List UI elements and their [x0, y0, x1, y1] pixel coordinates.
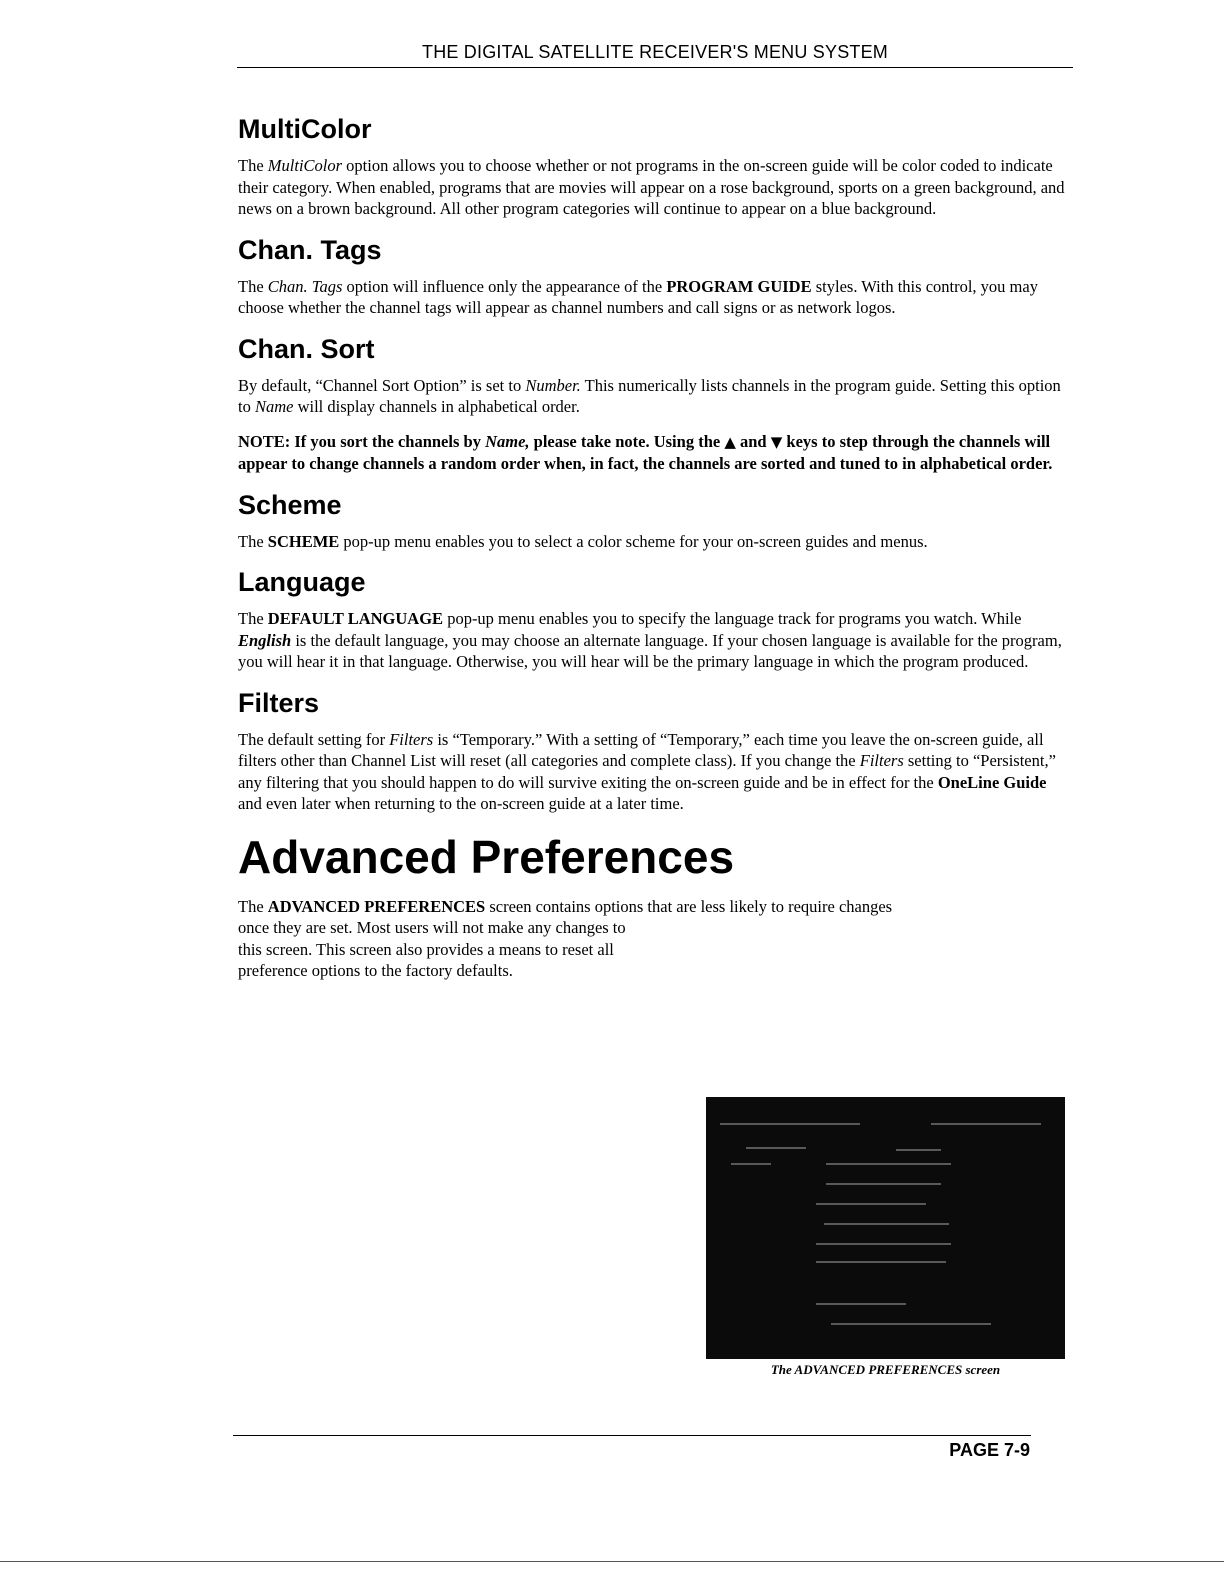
screen-text-line: [746, 1147, 806, 1149]
running-head: THE DIGITAL SATELLITE RECEIVER'S MENU SYSTEM: [422, 42, 888, 62]
emphasis: Chan. Tags: [267, 276, 343, 296]
heading-multicolor: MultiColor: [238, 114, 372, 144]
screen-text-line: [831, 1323, 991, 1325]
text: styles. With this control, you may choose whether the channel tags will appear as channel numbers and call signs or as network logos.: [238, 276, 1038, 317]
paragraph-filters: [238, 729, 1068, 815]
text: NOTE: If you sort the channels by: [238, 431, 486, 451]
strong-text: OneLine Guide: [937, 772, 1047, 792]
emphasis: Filters: [389, 729, 434, 749]
screen-text-line: [731, 1163, 771, 1165]
channel-down-key-icon: ▼: [770, 432, 783, 451]
screen-text-line: [826, 1163, 951, 1165]
scan-edge-line: [0, 1561, 1224, 1562]
screen-text-line: [816, 1261, 946, 1263]
text: keys to step through the channels will appear to change channels a random order when, in fact, the channels are sorted and tuned to in alphabetical order.: [238, 431, 1053, 473]
heading-language: Language: [238, 567, 366, 597]
screen-text-line: [720, 1123, 860, 1125]
text: is “Temporary.” With a setting of “Temporary,” each time you leave the on-screen guide, all filters other than Channel List will reset (all categories and complete class). If you change the: [238, 729, 1044, 770]
section-scheme: [238, 488, 1068, 553]
screen-text-line: [931, 1123, 1041, 1125]
page-number: PAGE 7-9: [949, 1440, 1030, 1460]
screen-text-line: [816, 1303, 906, 1305]
emphasis: English: [238, 630, 292, 650]
text: The: [238, 156, 268, 175]
text: The: [238, 531, 268, 551]
footer-rule: [233, 1435, 1031, 1436]
figure-caption: The ADVANCED PREFERENCES screen: [770, 1362, 1001, 1377]
text: pop-up menu enables you to select a color scheme for your on-screen guides and menus.: [339, 531, 928, 551]
emphasis: Name: [254, 397, 294, 416]
screen-text-line: [896, 1149, 941, 1151]
text: setting to “Persistent,” any filtering that you should happen to do will survive exiting the on-screen guide and be in effect for the: [238, 751, 1056, 792]
text: This numerically lists channels in the program guide. Setting this option to: [238, 375, 1061, 416]
paragraph-multicolor: [238, 155, 1068, 220]
section-language: [238, 565, 1068, 673]
screen-text-line: [824, 1223, 949, 1225]
paragraph-language: [238, 608, 1068, 673]
section-filters: [238, 686, 1068, 815]
heading-filters: Filters: [238, 687, 320, 718]
screen-text-line: [816, 1243, 951, 1245]
text: The: [238, 896, 268, 916]
strong-text: SCHEME: [267, 531, 340, 551]
paragraph-scheme: [238, 531, 1068, 553]
heading-chan-tags: Chan. Tags: [238, 234, 382, 265]
text: please take note. Using the: [529, 431, 725, 451]
paragraph-chan-tags: [238, 276, 1068, 319]
heading-chan-sort: Chan. Sort: [238, 333, 375, 364]
note-chan-sort: [238, 431, 1068, 475]
text: option will influence only the appearance of the: [342, 276, 667, 296]
strong-text: PROGRAM GUIDE: [666, 276, 812, 296]
screen-text-line: [816, 1203, 926, 1205]
text: screen contains options that are less likely to require changes: [485, 896, 893, 916]
text: The: [238, 276, 268, 296]
text: The default setting for: [238, 729, 390, 749]
text: pop-up menu enables you to specify the language track for programs you watch. While: [443, 609, 1022, 628]
text: and: [735, 431, 771, 451]
screen-text-line: [826, 1183, 941, 1185]
strong-text: ADVANCED PREFERENCES: [267, 896, 486, 916]
section-multicolor: [238, 112, 1068, 220]
text: option allows you to choose whether or not programs in the on-screen guide will be color coded to indicate their category. When enabled, programs that are movies will appear on a rose background, sports on a green background, and news on a brown background. All other program categories will continue to appear on a blue background.: [238, 156, 1065, 218]
paragraph-advanced-detail: once they are set. Most users will not make any changes to this screen. This screen also provides a means to reset all preference options to the factory defaults.: [238, 918, 626, 980]
text: By default, “Channel Sort Option” is set to: [238, 375, 526, 395]
emphasis: Number.: [525, 375, 581, 395]
emphasis: Filters: [859, 751, 904, 770]
text: will display channels in alphabetical order.: [293, 397, 580, 416]
text: The: [238, 609, 268, 628]
emphasis: MultiColor: [267, 156, 343, 175]
text: and even later when returning to the on-screen guide at a later time.: [238, 794, 684, 813]
advanced-preferences-screenshot: [706, 1097, 1065, 1359]
header-rule: [237, 67, 1073, 68]
section-chan-sort: [238, 332, 1068, 475]
strong-text: DEFAULT LANGUAGE: [267, 609, 444, 628]
paragraph-chan-sort: [238, 375, 1068, 418]
heading-scheme: Scheme: [238, 489, 342, 520]
heading-advanced-preferences: Advanced Preferences: [238, 830, 735, 883]
emphasis: Name,: [485, 431, 530, 451]
paragraph-advanced-intro: [238, 896, 1068, 918]
section-chan-tags: [238, 233, 1068, 319]
text: is the default language, you may choose an alternate language. If your chosen language is available for the program, you will hear it in that language. Otherwise, you will hear will be the primary language in which the program produced.: [238, 630, 1062, 671]
page-body: [238, 112, 1068, 995]
channel-up-key-icon: ▲: [724, 432, 736, 451]
